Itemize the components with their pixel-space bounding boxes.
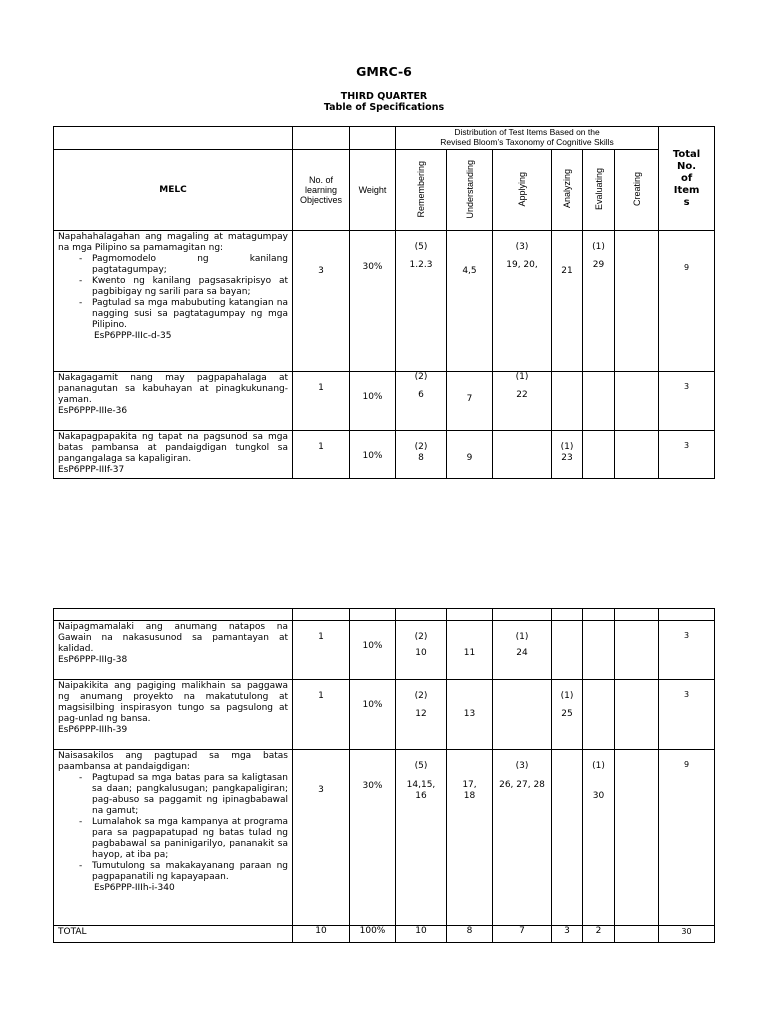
item-count: (2) — [414, 691, 428, 701]
item-numbers: 10 — [415, 648, 427, 658]
item-numbers: 24 — [516, 648, 528, 658]
total-remembering: 10 — [396, 926, 447, 943]
applying-cell — [493, 231, 552, 372]
melc-text: Nakagagamit nang may pagpapahalaga at pananagutan sa kabuhayan at pinagkukunang-yaman. — [58, 373, 288, 405]
weight-cell: 30% — [350, 231, 396, 372]
applying-label: Applying — [517, 171, 527, 207]
header-blank — [350, 609, 396, 621]
analyzing-label: Analyzing — [562, 169, 572, 209]
creating-header — [615, 150, 659, 231]
total-header-line: Item — [673, 184, 700, 196]
objectives-cell: 1 — [293, 431, 350, 479]
totals-row — [54, 926, 715, 943]
table-row — [54, 680, 715, 750]
melc-bullets — [58, 773, 288, 883]
total-header-line: of — [680, 172, 693, 184]
item-numbers: 23 — [561, 453, 573, 463]
weight-cell: 10% — [350, 431, 396, 479]
applying-cell — [493, 750, 552, 926]
melc-bullet: - Pagtupad sa mga batas para sa kaligtasan sa daan; pangkalusugan; pangkapaligiran; pag-abuso sa paggamit ng ipinagbabawal na gamut; — [92, 773, 288, 817]
item-numbers: 30 — [592, 791, 605, 801]
header-blank — [293, 609, 350, 621]
item-count: (3) — [515, 242, 529, 252]
total-understanding: 8 — [447, 926, 493, 943]
header-blank — [54, 127, 293, 150]
creating-cell — [615, 680, 659, 750]
melc-code: EsP6PPP-IIIc-d-35 — [94, 331, 172, 341]
melc-header: MELC — [54, 150, 293, 231]
melc-cell — [54, 431, 293, 479]
evaluating-cell — [583, 431, 615, 479]
objectives-header-line: No. of — [308, 175, 333, 185]
item-numbers: 14,15, — [406, 780, 436, 790]
header-blank — [493, 609, 552, 621]
grand-total: 30 — [659, 926, 715, 943]
melc-cell — [54, 750, 293, 926]
header-blank — [293, 127, 350, 150]
remembering-cell — [396, 680, 447, 750]
header-blank — [659, 609, 715, 621]
melc-text: Nakapagpapakita ng tapat na pagsunod sa mga batas pambansa at pandaigdigan tungkol sa pangangalaga sa kapaligiran. — [58, 432, 288, 464]
objectives-header-line: Objectives — [299, 195, 343, 205]
weight-cell: 10% — [350, 621, 396, 680]
analyzing-cell — [552, 431, 583, 479]
applying-header — [493, 150, 552, 231]
creating-label: Creating — [631, 171, 642, 207]
total-applying: 7 — [493, 926, 552, 943]
evaluating-cell — [583, 621, 615, 680]
total-analyzing: 3 — [552, 926, 583, 943]
evaluating-cell — [583, 750, 615, 926]
evaluating-cell — [583, 680, 615, 750]
item-numbers: 29 — [592, 260, 605, 270]
header-blank — [447, 609, 493, 621]
applying-cell — [493, 621, 552, 680]
header-blank — [615, 609, 659, 621]
header-blank — [396, 609, 447, 621]
creating-cell — [615, 750, 659, 926]
table-row — [54, 372, 715, 431]
total-cell: 3 — [659, 431, 715, 479]
total-label: TOTAL — [54, 926, 293, 943]
table-row — [54, 231, 715, 372]
remembering-cell — [396, 621, 447, 680]
item-numbers: 12 — [415, 709, 427, 719]
total-header-line: No. — [677, 160, 697, 172]
total-cell: 3 — [659, 621, 715, 680]
table-row — [54, 750, 715, 926]
evaluating-cell — [583, 372, 615, 431]
weight-header: Weight — [350, 150, 396, 231]
remembering-cell — [396, 750, 447, 926]
applying-cell — [493, 680, 552, 750]
item-numbers: 18 — [463, 791, 476, 801]
melc-text: Napahahalagahan ang magaling at matagumpay na mga Pilipino sa pamamagitan ng: — [58, 232, 288, 253]
item-numbers: 6 — [418, 390, 424, 400]
melc-bullet: - Tumutulong sa makakayanang paraan ng pagpapanatili ng kapayapaan. — [92, 861, 288, 883]
understanding-label: Understanding — [464, 159, 475, 219]
item-numbers: 1.2.3 — [409, 260, 433, 270]
understanding-cell: 9 — [447, 431, 493, 479]
distribution-header — [396, 127, 659, 150]
specification-table-bottom — [53, 608, 715, 943]
analyzing-cell — [552, 621, 583, 680]
quarter-label: THIRD QUARTER — [340, 91, 428, 102]
distribution-line-2: Revised Bloom’s Taxonomy of Cognitive Skills — [440, 137, 614, 147]
understanding-cell: 11 — [447, 621, 493, 680]
table-subtitle: Table of Specifications — [323, 102, 445, 113]
understanding-cell: 4,5 — [447, 231, 493, 372]
item-count: (1) — [515, 372, 529, 382]
remembering-cell — [396, 372, 447, 431]
objectives-cell: 1 — [293, 372, 350, 431]
total-header-line: Total — [672, 148, 701, 160]
melc-code: EsP6PPP-IIIg-38 — [58, 655, 128, 665]
item-count: (1) — [515, 632, 529, 642]
remembering-header — [396, 150, 447, 231]
weight-cell: 30% — [350, 750, 396, 926]
table-row — [54, 431, 715, 479]
analyzing-cell — [552, 750, 583, 926]
total-creating — [615, 926, 659, 943]
melc-bullet: - Pagmomodelo ng kanilang pagtatagumpay; — [92, 254, 288, 276]
analyzing-cell — [552, 372, 583, 431]
understanding-cell: 7 — [447, 372, 493, 431]
item-count: (1) — [560, 691, 574, 701]
remembering-cell — [396, 431, 447, 479]
item-numbers: 25 — [561, 709, 573, 719]
remembering-cell — [396, 231, 447, 372]
melc-cell — [54, 621, 293, 680]
melc-text: Naisasakilos ang pagtupad sa mga batas paambansa at pandaigdigan: — [58, 751, 288, 772]
melc-code: EsP6PPP-IIIf-37 — [58, 465, 125, 475]
item-count: (1) — [560, 442, 574, 452]
analyzing-cell — [552, 680, 583, 750]
total-header-line: s — [683, 196, 690, 208]
item-count: (1) — [592, 242, 605, 252]
melc-text: Naipagmamalaki ang anumang natapos na Gawain na nakasusunod sa pamantayan at kalidad. — [58, 622, 288, 654]
evaluating-header — [583, 150, 615, 231]
total-items-header — [659, 127, 715, 231]
melc-bullet: - Kwento ng kanilang pagsasakripisyo at pagbibigay ng sarili para sa bayan; — [92, 276, 288, 298]
understanding-header — [447, 150, 493, 231]
objectives-header — [293, 150, 350, 231]
item-numbers: 8 — [418, 453, 424, 463]
remembering-label: Remembering — [416, 160, 426, 218]
item-numbers: 22 — [516, 390, 528, 400]
total-cell: 9 — [659, 231, 715, 372]
total-evaluating: 2 — [583, 926, 615, 943]
header-blank — [552, 609, 583, 621]
distribution-line-1: Distribution of Test Items Based on the — [454, 127, 600, 137]
total-cell: 9 — [659, 750, 715, 926]
item-count: (2) — [414, 632, 428, 642]
objectives-cell: 3 — [293, 750, 350, 926]
applying-cell — [493, 372, 552, 431]
creating-cell — [615, 372, 659, 431]
total-objectives: 10 — [293, 926, 350, 943]
specification-table-top — [53, 126, 715, 479]
document-title: GMRC-6 — [356, 64, 412, 79]
item-count: (5) — [414, 761, 428, 771]
understanding-cell — [447, 750, 493, 926]
evaluating-label: Evaluating — [593, 167, 604, 211]
item-numbers: 26, 27, 28 — [499, 780, 545, 790]
total-cell: 3 — [659, 680, 715, 750]
objectives-cell: 1 — [293, 621, 350, 680]
melc-bullet: - Pagtulad sa mga mabubuting katangian na nagging susi sa pagtatagumpay ng mga Pilipino. — [92, 298, 288, 331]
item-numbers: 16 — [415, 791, 427, 801]
item-numbers: 17, — [462, 780, 477, 790]
melc-cell — [54, 231, 293, 372]
melc-code: EsP6PPP-IIIe-36 — [58, 406, 128, 416]
analyzing-cell: 21 — [552, 231, 583, 372]
creating-cell — [615, 431, 659, 479]
melc-bullet: - Lumalahok sa mga kampanya at programa para sa pagpapatupad ng batas tulad ng pagbabawal sa paninigarilyo, pananakit sa hayop, at iba pa; — [92, 817, 288, 861]
header-blank — [583, 609, 615, 621]
weight-cell: 10% — [350, 372, 396, 431]
item-numbers: 19, 20, — [506, 260, 538, 270]
melc-code: EsP6PPP-IIIh-39 — [58, 725, 128, 735]
melc-bullets — [58, 254, 288, 331]
item-count: (1) — [592, 761, 605, 771]
melc-cell — [54, 680, 293, 750]
weight-cell: 10% — [350, 680, 396, 750]
objectives-header-line: learning — [304, 185, 338, 195]
melc-text: Naipakikita ang pagiging malikhain sa paggawa ng anumang proyekto na makatutulong at magsisilbing inspirasyon tungo sa pagsulong at pag-unlad ng bansa. — [58, 681, 288, 724]
understanding-cell: 13 — [447, 680, 493, 750]
applying-cell — [493, 431, 552, 479]
creating-cell — [615, 621, 659, 680]
objectives-cell: 3 — [293, 231, 350, 372]
melc-cell — [54, 372, 293, 431]
header-blank — [54, 609, 293, 621]
melc-code: EsP6PPP-IIIh-i-340 — [94, 883, 175, 893]
item-count: (2) — [414, 372, 428, 382]
evaluating-cell — [583, 231, 615, 372]
total-cell: 3 — [659, 372, 715, 431]
analyzing-header — [552, 150, 583, 231]
item-count: (5) — [414, 242, 428, 252]
objectives-cell: 1 — [293, 680, 350, 750]
item-count: (2) — [414, 442, 428, 452]
table-row — [54, 621, 715, 680]
total-weight: 100% — [350, 926, 396, 943]
creating-cell — [615, 231, 659, 372]
header-blank — [350, 127, 396, 150]
item-count: (3) — [515, 761, 529, 771]
